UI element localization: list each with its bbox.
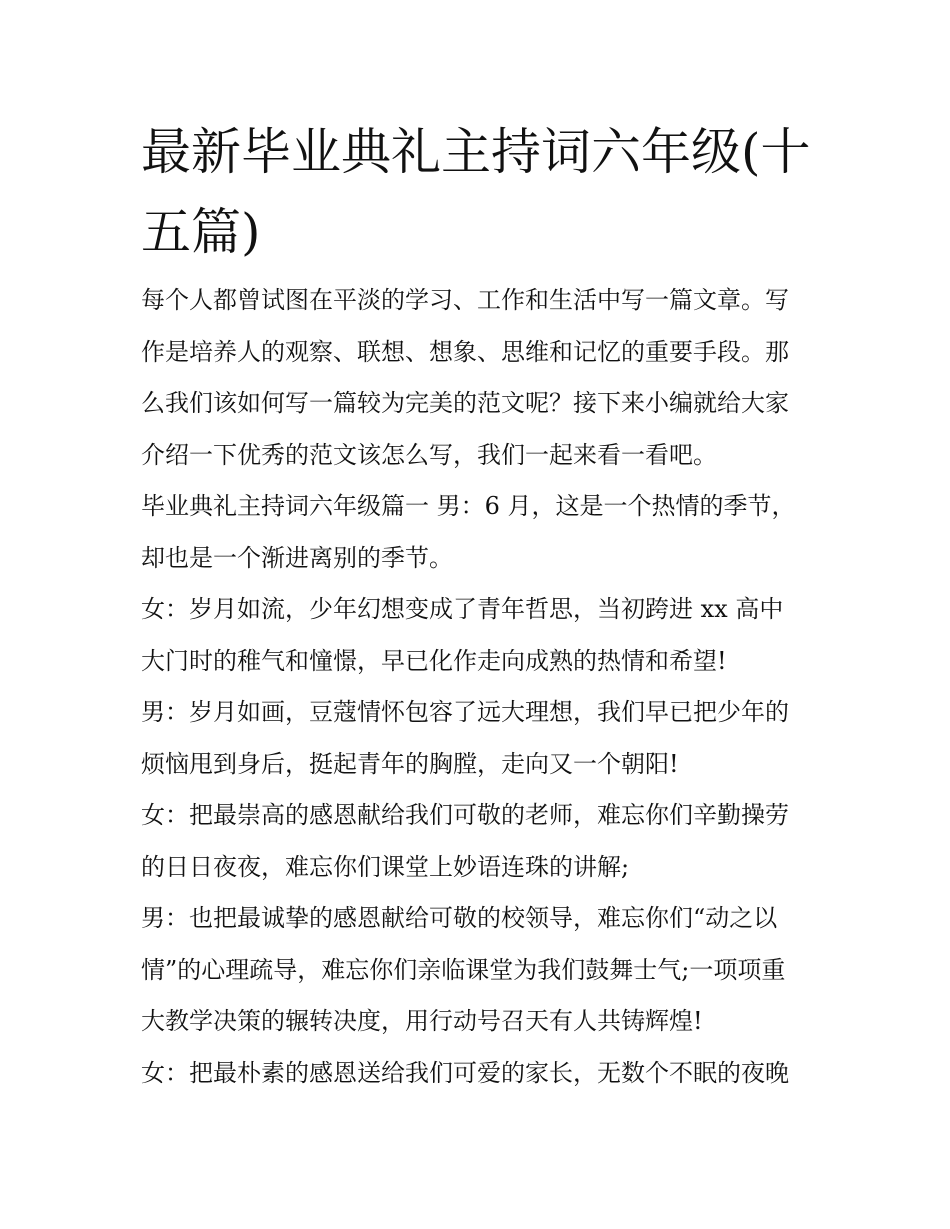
text-line: 每个人都曾试图在平淡的学习、工作和生活中写一篇文章。写	[141, 286, 789, 314]
paragraph-female-1	[141, 584, 821, 687]
text-line: 大教学决策的辗转决度，用行动号召天有人共铸辉煌!	[141, 1007, 703, 1035]
text-line: 情”的心理疏导，难忘你们亲临课堂为我们鼓舞士气;一项项重	[141, 955, 786, 984]
paragraph-section-one-start	[141, 481, 821, 584]
text-line: 毕业典礼主持词六年级篇一 男：6 月，这是一个热情的季节，	[141, 492, 796, 520]
text-line: 女：把最朴素的感恩送给我们可爱的家长，无数个不眠的夜晚	[141, 1058, 789, 1087]
text-line: 的日日夜夜，难忘你们课堂上妙语连珠的讲解;	[141, 852, 630, 881]
paragraph-male-1	[141, 687, 821, 790]
text-line: 女：把最崇高的感恩献给我们可敬的老师，难忘你们辛勤操劳	[141, 801, 789, 829]
paragraph-intro	[141, 275, 821, 481]
text-line: 男：也把最诚挚的感恩献给可敬的校领导，难忘你们“动之以	[141, 904, 778, 932]
paragraph-female-3	[141, 1048, 821, 1100]
text-line: 却也是一个渐进离别的季节。	[141, 543, 453, 572]
text-line: 女：岁月如流，少年幻想变成了青年哲思，当初跨进 xx 高中	[141, 595, 784, 623]
document-title: 最新毕业典礼主持词六年级(十五篇)	[141, 123, 811, 261]
text-line: 男：岁月如画，豆蔻情怀包容了远大理想，我们早已把少年的	[141, 698, 789, 726]
text-line: 介绍一下优秀的范文该怎么写，我们一起来看一看吧。	[141, 440, 717, 469]
text-line: 作是培养人的观察、联想、想象、思维和记忆的重要手段。那	[141, 337, 789, 366]
paragraph-male-2	[141, 893, 821, 1048]
text-line: 大门时的稚气和憧憬，早已化作走向成熟的热情和希望!	[141, 646, 727, 675]
document-body	[141, 275, 821, 1099]
text-line: 么我们该如何写一篇较为完美的范文呢？接下来小编就给大家	[141, 389, 789, 417]
paragraph-female-2	[141, 790, 821, 893]
text-line: 烦恼甩到身后，挺起青年的胸膛，走向又一个朝阳!	[141, 749, 679, 778]
